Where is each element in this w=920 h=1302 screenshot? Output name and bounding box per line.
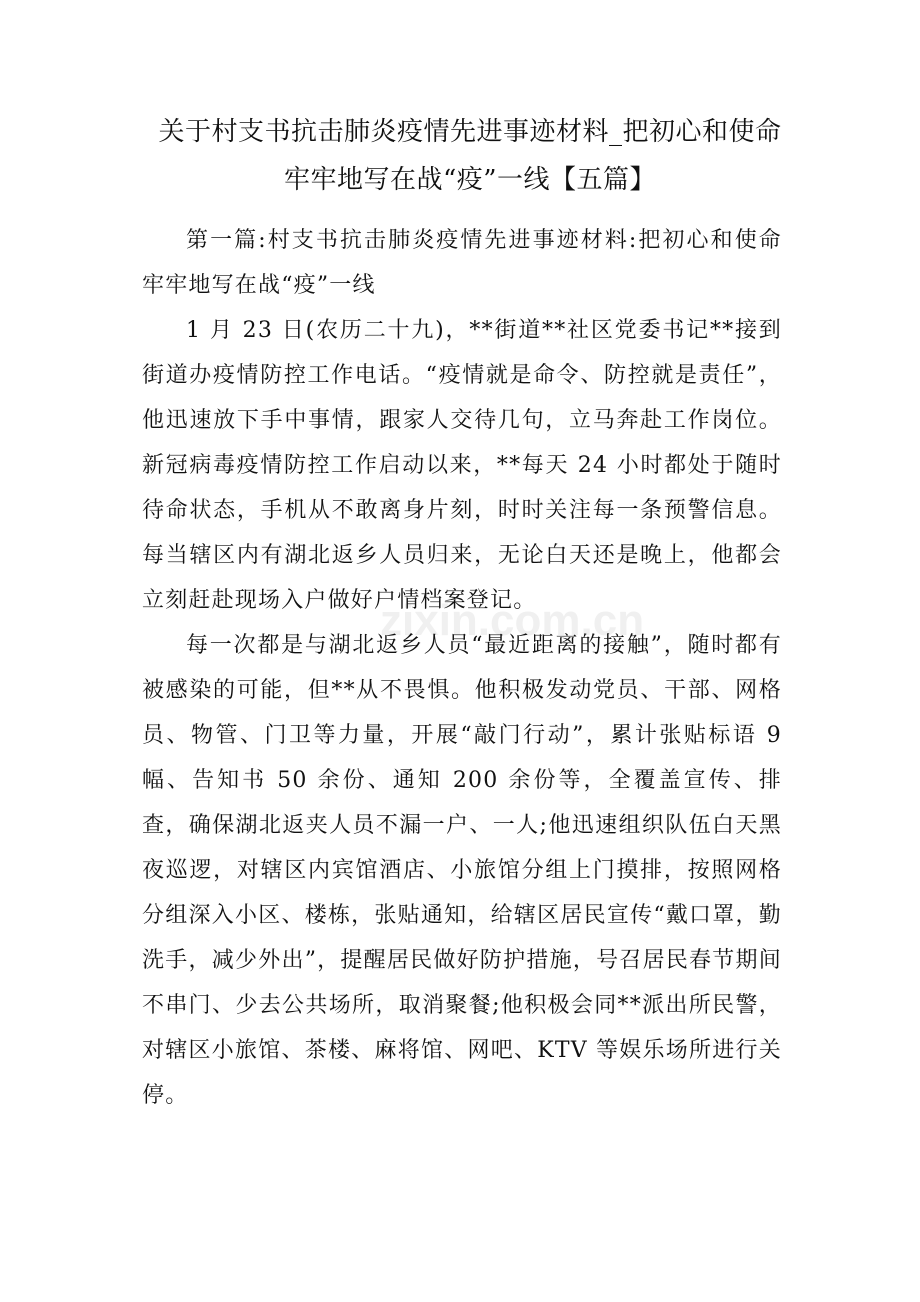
paragraph-1: 1 月 23 日(农历二十九)，**街道**社区党委书记**接到街道办疫情防控工作电话。“疫情就是命令、防控就是责任”，他迅速放下手中事情，跟家人交待几句，立马奔赴工作岗位。新冠病毒疫情防控工作启动以来，**每天 24 小时都处于随时待命状态，手机从不敢离身片刻，时时关注每一条预警信息。每当辖区内有湖北返乡人员归来，无论白天还是晚上，他都会立刻赶赴现场入户做好户情档案登记。 xyxy=(142,318,782,613)
document-title xyxy=(140,108,800,204)
document-body xyxy=(142,218,782,1118)
paragraph-2: 每一次都是与湖北返乡人员“最近距离的接触”，随时都有被感染的可能，但**从不畏惧。他积极发动党员、干部、网格员、物管、门卫等力量，开展“敲门行动”，累计张贴标语 9 幅、告知书 50 余份、通知 200 余份等，全覆盖宣传、排查，确保湖北返夹人员不漏一户、一人;他迅速组织队伍白天黑夜巡逻，对辖区内宾馆酒店、小旅馆分组上门摸排，按照网格分组深入小区、楼栋，张贴通知，给辖区居民宣传“戴口罩，勤洗手，减少外出”，提醒居民做好防护措施，号召居民春节期间不串门、少去公共场所，取消聚餐;他积极会同**派出所民警，对辖区小旅馆、茶楼、麻将馆、网吧、KTV 等娱乐场所进行关停。 xyxy=(142,633,782,1108)
title-line-2: 牢牢地写在战“疫”一线【五篇】 xyxy=(283,165,657,195)
paragraph-section-heading: 第一篇:村支书抗击肺炎疫情先进事迹材料:把初心和使命牢牢地写在战“疫”一线 xyxy=(142,228,782,298)
watermark-text: zixin.com.cn xyxy=(380,596,645,645)
title-line-1: 关于村支书抗击肺炎疫情先进事迹材料_把初心和使命 xyxy=(158,117,782,147)
